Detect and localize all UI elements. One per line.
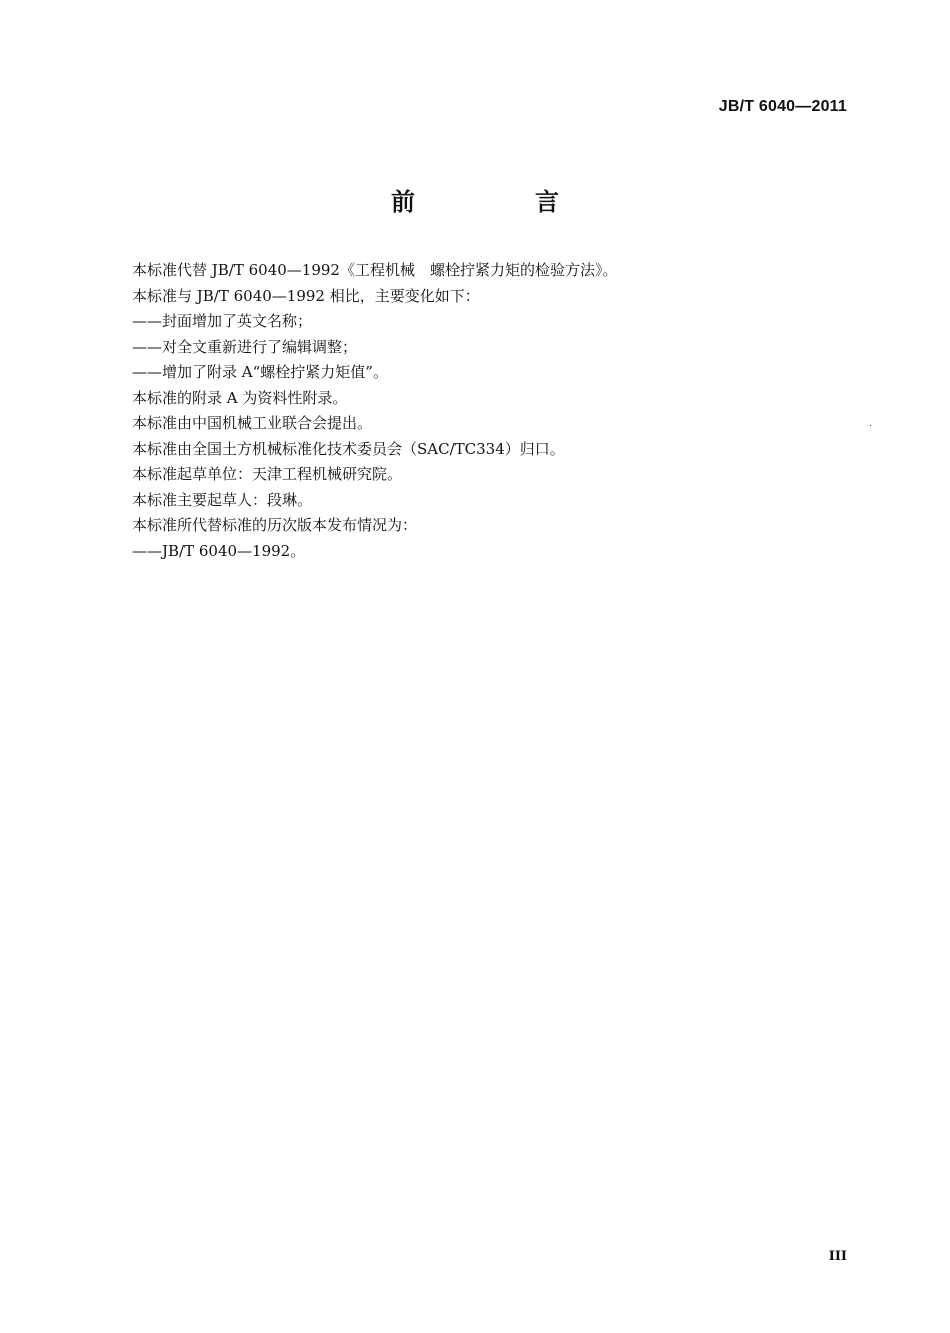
page-number: III xyxy=(828,1249,847,1264)
list-item-history: ——JB/T 6040—1992。 xyxy=(132,541,306,560)
paragraph-proposed-by: 本标准由中国机械工业联合会提出。 xyxy=(132,414,373,432)
paragraph-administered-by: 本标准由全国土方机械标准化技术委员会（SAC/TC334）归口。 xyxy=(132,439,565,458)
standard-code: JB/T 6040—2011 xyxy=(718,98,847,115)
paragraph-annex: 本标准的附录 A 为资料性附录。 xyxy=(132,388,348,407)
foreword-body xyxy=(132,258,832,564)
list-item-change: ——增加了附录 A“螺栓拧紧力矩值”。 xyxy=(132,363,388,381)
paragraph-drafter: 本标准主要起草人：段琳。 xyxy=(132,490,313,509)
paragraph-changes-intro: 本标准与 JB/T 6040—1992 相比，主要变化如下： xyxy=(132,286,480,305)
page-title: 前 言 xyxy=(391,188,607,216)
list-item-change: ——封面增加了英文名称； xyxy=(132,312,313,330)
list-item-change: ——对全文重新进行了编辑调整； xyxy=(132,337,358,356)
paragraph-history-intro: 本标准所代替标准的历次版本发布情况为： xyxy=(132,516,418,534)
paragraph-replaces: 本标准代替 JB/T 6040—1992《工程机械 螺栓拧紧力矩的检验方法》。 xyxy=(132,261,618,279)
scan-speck xyxy=(870,425,871,426)
paragraph-drafting-unit: 本标准起草单位：天津工程机械研究院。 xyxy=(132,465,403,483)
